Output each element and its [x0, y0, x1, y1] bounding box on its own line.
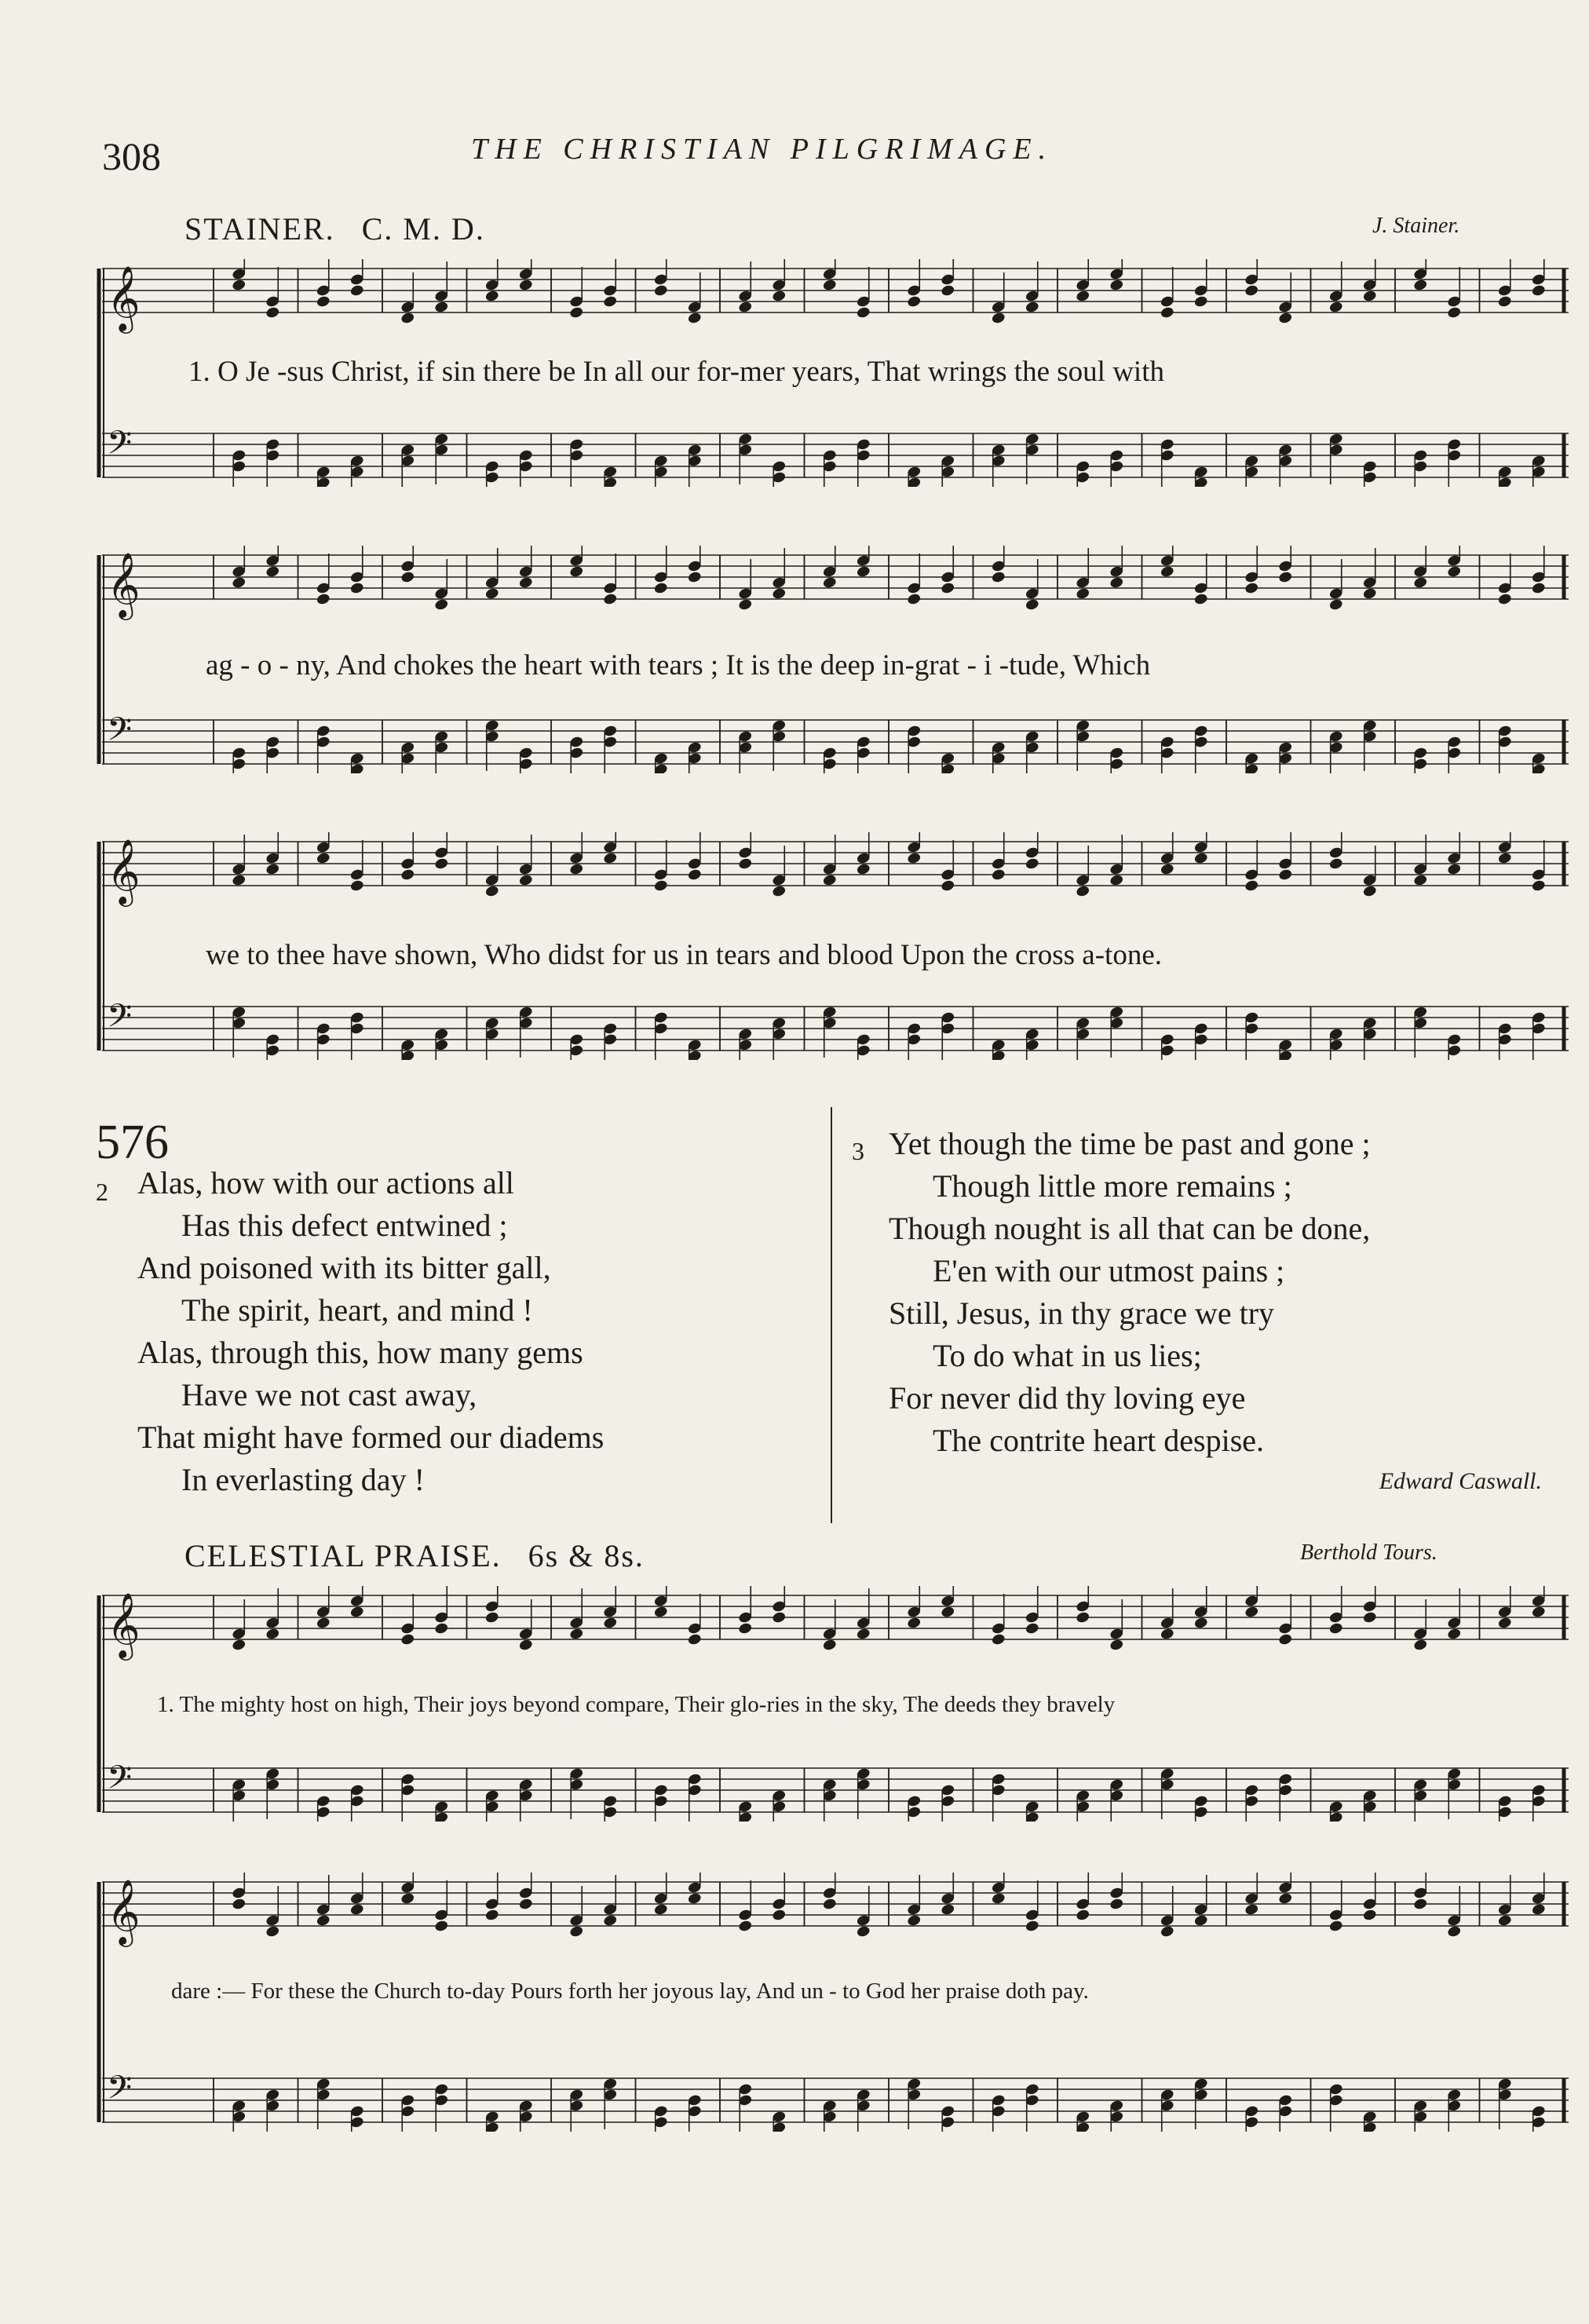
note-head — [991, 571, 1006, 584]
note-head — [232, 1639, 247, 1652]
note-head — [1328, 301, 1343, 314]
note-head — [687, 1633, 702, 1646]
verse-2-line: And poisoned with its bitter gall, — [137, 1250, 551, 1285]
note-head — [772, 587, 787, 601]
note-head — [1109, 874, 1124, 887]
note-head — [1160, 1925, 1174, 1938]
verse-3-number: 3 — [852, 1137, 864, 1165]
note-head — [569, 863, 584, 876]
note-head — [991, 868, 1006, 882]
column-divider — [831, 1107, 832, 1523]
note-head — [1160, 863, 1174, 876]
note-head — [822, 1898, 837, 1911]
note-head — [1244, 1903, 1259, 1917]
note-head — [434, 1622, 449, 1635]
treble-clef-icon: 𝄞 — [107, 1591, 141, 1657]
note-head — [1413, 874, 1428, 887]
note-head — [603, 1617, 618, 1630]
tune1-heading — [184, 210, 485, 247]
note-head — [1328, 598, 1343, 612]
note-head — [856, 1925, 871, 1938]
bass-clef-icon: 𝄢 — [107, 2069, 133, 2114]
note-head — [265, 565, 280, 579]
note-head — [687, 1892, 702, 1906]
verse-2-line: Alas, through this, how many gems — [137, 1335, 583, 1370]
note-head — [822, 279, 837, 292]
note-head — [1531, 1606, 1546, 1619]
note-head — [738, 1920, 753, 1933]
note-head — [991, 312, 1006, 325]
note-head — [265, 1628, 280, 1641]
note-head — [265, 863, 280, 876]
note-head — [1025, 598, 1039, 612]
note-head — [1413, 1639, 1428, 1652]
note-head — [1413, 1898, 1428, 1911]
verse-2-number: 2 — [96, 1178, 108, 1206]
note-head — [232, 874, 247, 887]
note-head — [349, 284, 364, 298]
page-number: 308 — [102, 134, 161, 178]
note-head — [822, 1639, 837, 1652]
note-head — [1076, 290, 1090, 303]
note-head — [941, 879, 955, 893]
note-head — [907, 295, 922, 309]
note-head — [941, 582, 955, 595]
note-head — [1278, 1892, 1293, 1906]
note-head — [1328, 1622, 1343, 1635]
tune1-name: STAINER. — [184, 211, 335, 247]
treble-clef-icon: 𝄞 — [107, 265, 141, 331]
bass-clef-icon: 𝄢 — [107, 997, 133, 1043]
verse-3-line: Still, Jesus, in thy grace we try — [889, 1295, 1275, 1331]
note-head — [484, 1909, 499, 1922]
tune1-lyric-line-1: 1. O Je -sus Christ, if sin there be In all our for-mer years, That wrings the soul with — [188, 356, 1164, 388]
note-head — [1413, 576, 1428, 590]
note-head — [569, 306, 584, 320]
note-head — [265, 1925, 280, 1938]
verse-2-line: That might have formed our diadems — [137, 1420, 605, 1455]
note-head — [1193, 1914, 1208, 1928]
note-head — [1362, 587, 1377, 601]
note-head — [232, 1898, 247, 1911]
note-head — [1244, 1606, 1259, 1619]
note-head — [1109, 576, 1124, 590]
note-head — [1109, 279, 1124, 292]
verse-2-line: Alas, how with our actions all — [137, 1165, 514, 1200]
note-head — [349, 1606, 364, 1619]
note-head — [316, 1914, 331, 1928]
note-head — [518, 874, 533, 887]
note-head — [349, 1903, 364, 1917]
note-head — [1447, 1925, 1462, 1938]
tune1-meter: C. M. D. — [361, 211, 485, 247]
note-head — [687, 312, 702, 325]
note-head — [856, 863, 871, 876]
note-head — [1025, 1920, 1039, 1933]
note-head — [1531, 284, 1546, 298]
note-head — [400, 312, 415, 325]
note-head — [907, 1617, 922, 1630]
note-head — [1362, 1909, 1377, 1922]
tune2-name: CELESTIAL PRAISE. — [184, 1538, 502, 1573]
treble-clef-icon: 𝄞 — [107, 551, 141, 617]
note-head — [316, 852, 331, 865]
note-head — [603, 852, 618, 865]
note-head — [1160, 1628, 1174, 1641]
note-head — [603, 1914, 618, 1928]
note-head — [687, 571, 702, 584]
note-head — [653, 1606, 668, 1619]
hymn-number: 576 — [96, 1116, 169, 1169]
note-head — [400, 868, 415, 882]
note-head — [1244, 284, 1259, 298]
note-head — [653, 284, 668, 298]
treble-clef-icon: 𝄞 — [107, 1878, 141, 1944]
note-head — [1447, 863, 1462, 876]
note-head — [1413, 279, 1428, 292]
note-head — [434, 857, 449, 871]
note-head — [1193, 1617, 1208, 1630]
note-head — [434, 1920, 449, 1933]
note-head — [772, 1909, 787, 1922]
tune2-lyric-line-1: 1. The mighty host on high, Their joys beyond compare, Their glo-ries in the sky, The deeds they bravely — [157, 1692, 1116, 1717]
verse-2-line: Has this defect entwined ; — [181, 1208, 508, 1243]
note-head — [1025, 857, 1039, 871]
note-head — [518, 576, 533, 590]
note-head — [822, 874, 837, 887]
tune1-composer: J. Stainer. — [1372, 214, 1460, 238]
note-head — [1193, 295, 1208, 309]
note-head — [569, 1628, 584, 1641]
note-head — [1109, 1898, 1124, 1911]
note-head — [856, 565, 871, 579]
note-head — [738, 598, 753, 612]
verse-2-line: The spirit, heart, and mind ! — [181, 1292, 533, 1328]
treble-clef-icon: 𝄞 — [107, 838, 141, 904]
note-head — [907, 852, 922, 865]
tune2-heading — [184, 1537, 645, 1574]
note-head — [941, 284, 955, 298]
note-head — [1076, 1611, 1090, 1624]
bass-clef-icon: 𝄢 — [107, 424, 133, 470]
verse-3-line: Though little more remains ; — [933, 1168, 1292, 1204]
note-head — [1193, 852, 1208, 865]
note-head — [1362, 290, 1377, 303]
note-head — [569, 1925, 584, 1938]
note-head — [1025, 301, 1039, 314]
note-head — [907, 1914, 922, 1928]
verse-2-line: In everlasting day ! — [181, 1462, 425, 1497]
note-head — [1244, 879, 1259, 893]
verse-3-line: Though nought is all that can be done, — [889, 1211, 1371, 1246]
note-head — [484, 290, 499, 303]
note-head — [991, 1633, 1006, 1646]
verse-3-line: For never did thy loving eye — [889, 1380, 1246, 1416]
tune1-lyric-line-2: ag - o - ny, And chokes the heart with tears ; It is the deep in-grat - i -tude, Which — [206, 649, 1151, 681]
note-head — [316, 295, 331, 309]
note-head — [1278, 868, 1293, 882]
note-head — [1497, 852, 1512, 865]
note-head — [1025, 1622, 1039, 1635]
note-head — [349, 582, 364, 595]
note-head — [400, 571, 415, 584]
note-head — [1076, 1909, 1090, 1922]
note-head — [1497, 1914, 1512, 1928]
verse-3 — [889, 1123, 1371, 1462]
note-head — [1076, 587, 1090, 601]
note-head — [907, 593, 922, 606]
note-head — [434, 598, 449, 612]
note-head — [772, 885, 787, 898]
hymn-author: Edward Caswall. — [1379, 1468, 1542, 1494]
note-head — [518, 1898, 533, 1911]
note-head — [232, 279, 247, 292]
note-head — [603, 593, 618, 606]
bass-clef-icon: 𝄢 — [107, 711, 133, 756]
note-head — [653, 1903, 668, 1917]
note-head — [1278, 571, 1293, 584]
running-title: THE CHRISTIAN PILGRIMAGE. — [471, 133, 1054, 166]
note-head — [822, 576, 837, 590]
note-head — [772, 1611, 787, 1624]
note-head — [1447, 306, 1462, 320]
verse-2-line: Have we not cast away, — [181, 1377, 477, 1412]
note-head — [349, 879, 364, 893]
note-head — [941, 1606, 955, 1619]
note-head — [1244, 582, 1259, 595]
note-head — [1362, 885, 1377, 898]
note-head — [569, 565, 584, 579]
note-head — [1531, 879, 1546, 893]
note-head — [653, 879, 668, 893]
note-head — [856, 1628, 871, 1641]
note-head — [687, 868, 702, 882]
tune2-meter: 6s & 8s. — [528, 1538, 645, 1573]
note-head — [738, 1622, 753, 1635]
note-head — [856, 306, 871, 320]
note-head — [434, 301, 449, 314]
note-head — [1497, 1617, 1512, 1630]
note-head — [1076, 885, 1090, 898]
note-head — [316, 593, 331, 606]
tune2-lyric-line-2: dare :— For these the Church to-day Pours forth her joyous lay, And un - to God her praise doth pay. — [171, 1979, 1089, 2004]
note-head — [484, 1611, 499, 1624]
note-head — [484, 885, 499, 898]
note-head — [400, 1633, 415, 1646]
note-head — [1362, 1611, 1377, 1624]
note-head — [1328, 1920, 1343, 1933]
verse-3-line: To do what in us lies; — [933, 1338, 1202, 1373]
note-head — [991, 1892, 1006, 1906]
note-head — [738, 301, 753, 314]
note-head — [941, 1903, 955, 1917]
note-head — [232, 576, 247, 590]
note-head — [1531, 1903, 1546, 1917]
note-head — [316, 1617, 331, 1630]
verse-3-line: The contrite heart despise. — [933, 1423, 1265, 1458]
note-head — [1447, 565, 1462, 579]
note-head — [1160, 306, 1174, 320]
note-head — [1447, 1628, 1462, 1641]
verse-3-line: E'en with our utmost pains ; — [933, 1253, 1285, 1288]
note-head — [1193, 593, 1208, 606]
note-head — [738, 857, 753, 871]
note-head — [1497, 295, 1512, 309]
note-head — [400, 1892, 415, 1906]
note-head — [603, 295, 618, 309]
note-head — [518, 279, 533, 292]
bass-clef-icon: 𝄢 — [107, 1759, 133, 1804]
note-head — [265, 306, 280, 320]
tune2-composer: Berthold Tours. — [1300, 1540, 1437, 1565]
note-head — [653, 582, 668, 595]
verse-3-line: Yet though the time be past and gone ; — [889, 1126, 1371, 1161]
note-head — [484, 587, 499, 601]
note-head — [1160, 565, 1174, 579]
note-head — [1109, 1639, 1124, 1652]
tune1-lyric-line-3: we to thee have shown, Who didst for us in tears and blood Upon the cross a-tone. — [206, 939, 1163, 971]
note-head — [1531, 582, 1546, 595]
note-head — [1278, 312, 1293, 325]
verse-2 — [137, 1162, 604, 1501]
note-head — [518, 1639, 533, 1652]
note-head — [772, 290, 787, 303]
note-head — [1278, 1633, 1293, 1646]
note-head — [1328, 857, 1343, 871]
note-head — [1497, 593, 1512, 606]
